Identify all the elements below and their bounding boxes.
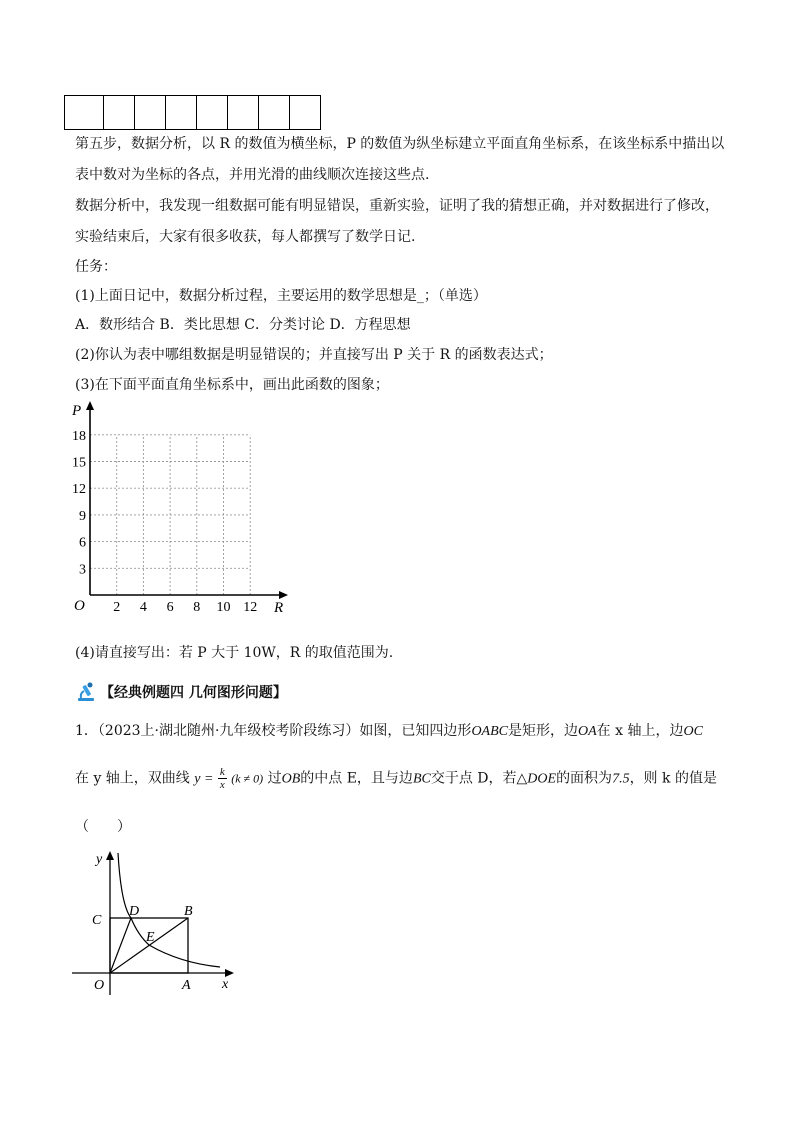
task-label: 任务：: [75, 259, 117, 275]
analysis-line1: 数据分析中，我发现一组数据可能有明显错误，重新实验，证明了我的猜想正确，并对数据进行了修改，: [75, 198, 719, 214]
y-tick-label: 9: [79, 508, 86, 524]
x-tick-label: 4: [139, 600, 147, 615]
fraction-k-over-x: $\frac{k}{x}$: [219, 766, 225, 791]
y-tick-label: 12: [72, 482, 86, 498]
label-x: x: [222, 977, 229, 992]
analysis-line2: 实验结束后，大家有很多收获，每人都撰写了数学日记.: [75, 229, 416, 245]
x-tick-label: 6: [166, 600, 174, 615]
problem-1-line1: 1．（2023上·湖北随州·九年级校考阶段练习）如图，已知四边形OABC是矩形，边OA在 x 轴上，边OC: [75, 723, 703, 739]
y-tick-label: 6: [79, 535, 86, 551]
label-D: D: [129, 904, 140, 919]
question-3: (3)在下面平面直角坐标系中，画出此函数的图象；: [75, 377, 389, 393]
x-axis-arrow: [279, 591, 288, 599]
x-axis-arrow: [225, 969, 234, 977]
question-2: (2)你认为表中哪组数据是明显错误的；并直接写出 P 关于 R 的函数表达式；: [75, 347, 553, 363]
label-O: O: [94, 978, 105, 993]
step5-line1: 第五步，数据分析，以 R 的数值为横坐标，P 的数值为纵坐标建立平面直角坐标系，在该坐标系中描出以: [75, 136, 725, 152]
section-heading: [76, 680, 287, 704]
problem-1-line2: 在 y 轴上，双曲线 y = $\frac{k}{x}$ (k ≠ 0) 过OB的中点 E，且与边BC交于点 D，若△DOE的面积为7.5，则 k 的值是: [75, 766, 717, 791]
x-tick-label: 12: [243, 600, 258, 615]
y-axis-arrow: [86, 401, 94, 410]
step5-line2: 表中数对为坐标的各点，并用光滑的曲线顺次连接这些点.: [75, 167, 430, 183]
y-axis-arrow: [106, 851, 114, 860]
origin-label: O: [74, 598, 85, 614]
geometry-figure: [70, 845, 240, 1005]
data-table-fragment: [64, 95, 321, 130]
x-tick-label: 8: [193, 600, 201, 615]
x-axis-label: R: [274, 600, 284, 616]
x-tick-label: 10: [216, 600, 231, 615]
label-B: B: [184, 904, 193, 919]
question-4: (4)请直接写出：若 P 大于 10W，R 的取值范围为.: [75, 645, 394, 661]
y-tick-label: 15: [72, 455, 86, 471]
coordinate-grid: [60, 395, 300, 620]
section-heading-text: 【经典例题四 几何图形问题】: [100, 685, 287, 701]
question-1-options: A．数形结合 B．类比思想 C．分类讨论 D．方程思想: [75, 317, 411, 333]
label-y: y: [96, 852, 103, 867]
label-A: A: [182, 978, 191, 993]
microscope-icon: [76, 681, 98, 703]
y-axis-label: P: [72, 403, 82, 419]
label-E: E: [146, 930, 155, 945]
x-tick-label: 2: [113, 600, 121, 615]
question-1: (1)上面日记中，数据分析过程，主要运用的数学思想是_；（单选）: [75, 288, 487, 304]
label-C: C: [92, 913, 102, 928]
table-row: [65, 96, 321, 130]
y-tick-label: 3: [79, 562, 86, 578]
answer-paren: （ ）: [75, 819, 131, 835]
y-tick-label: 18: [72, 428, 86, 444]
segment-OD: [110, 918, 131, 973]
